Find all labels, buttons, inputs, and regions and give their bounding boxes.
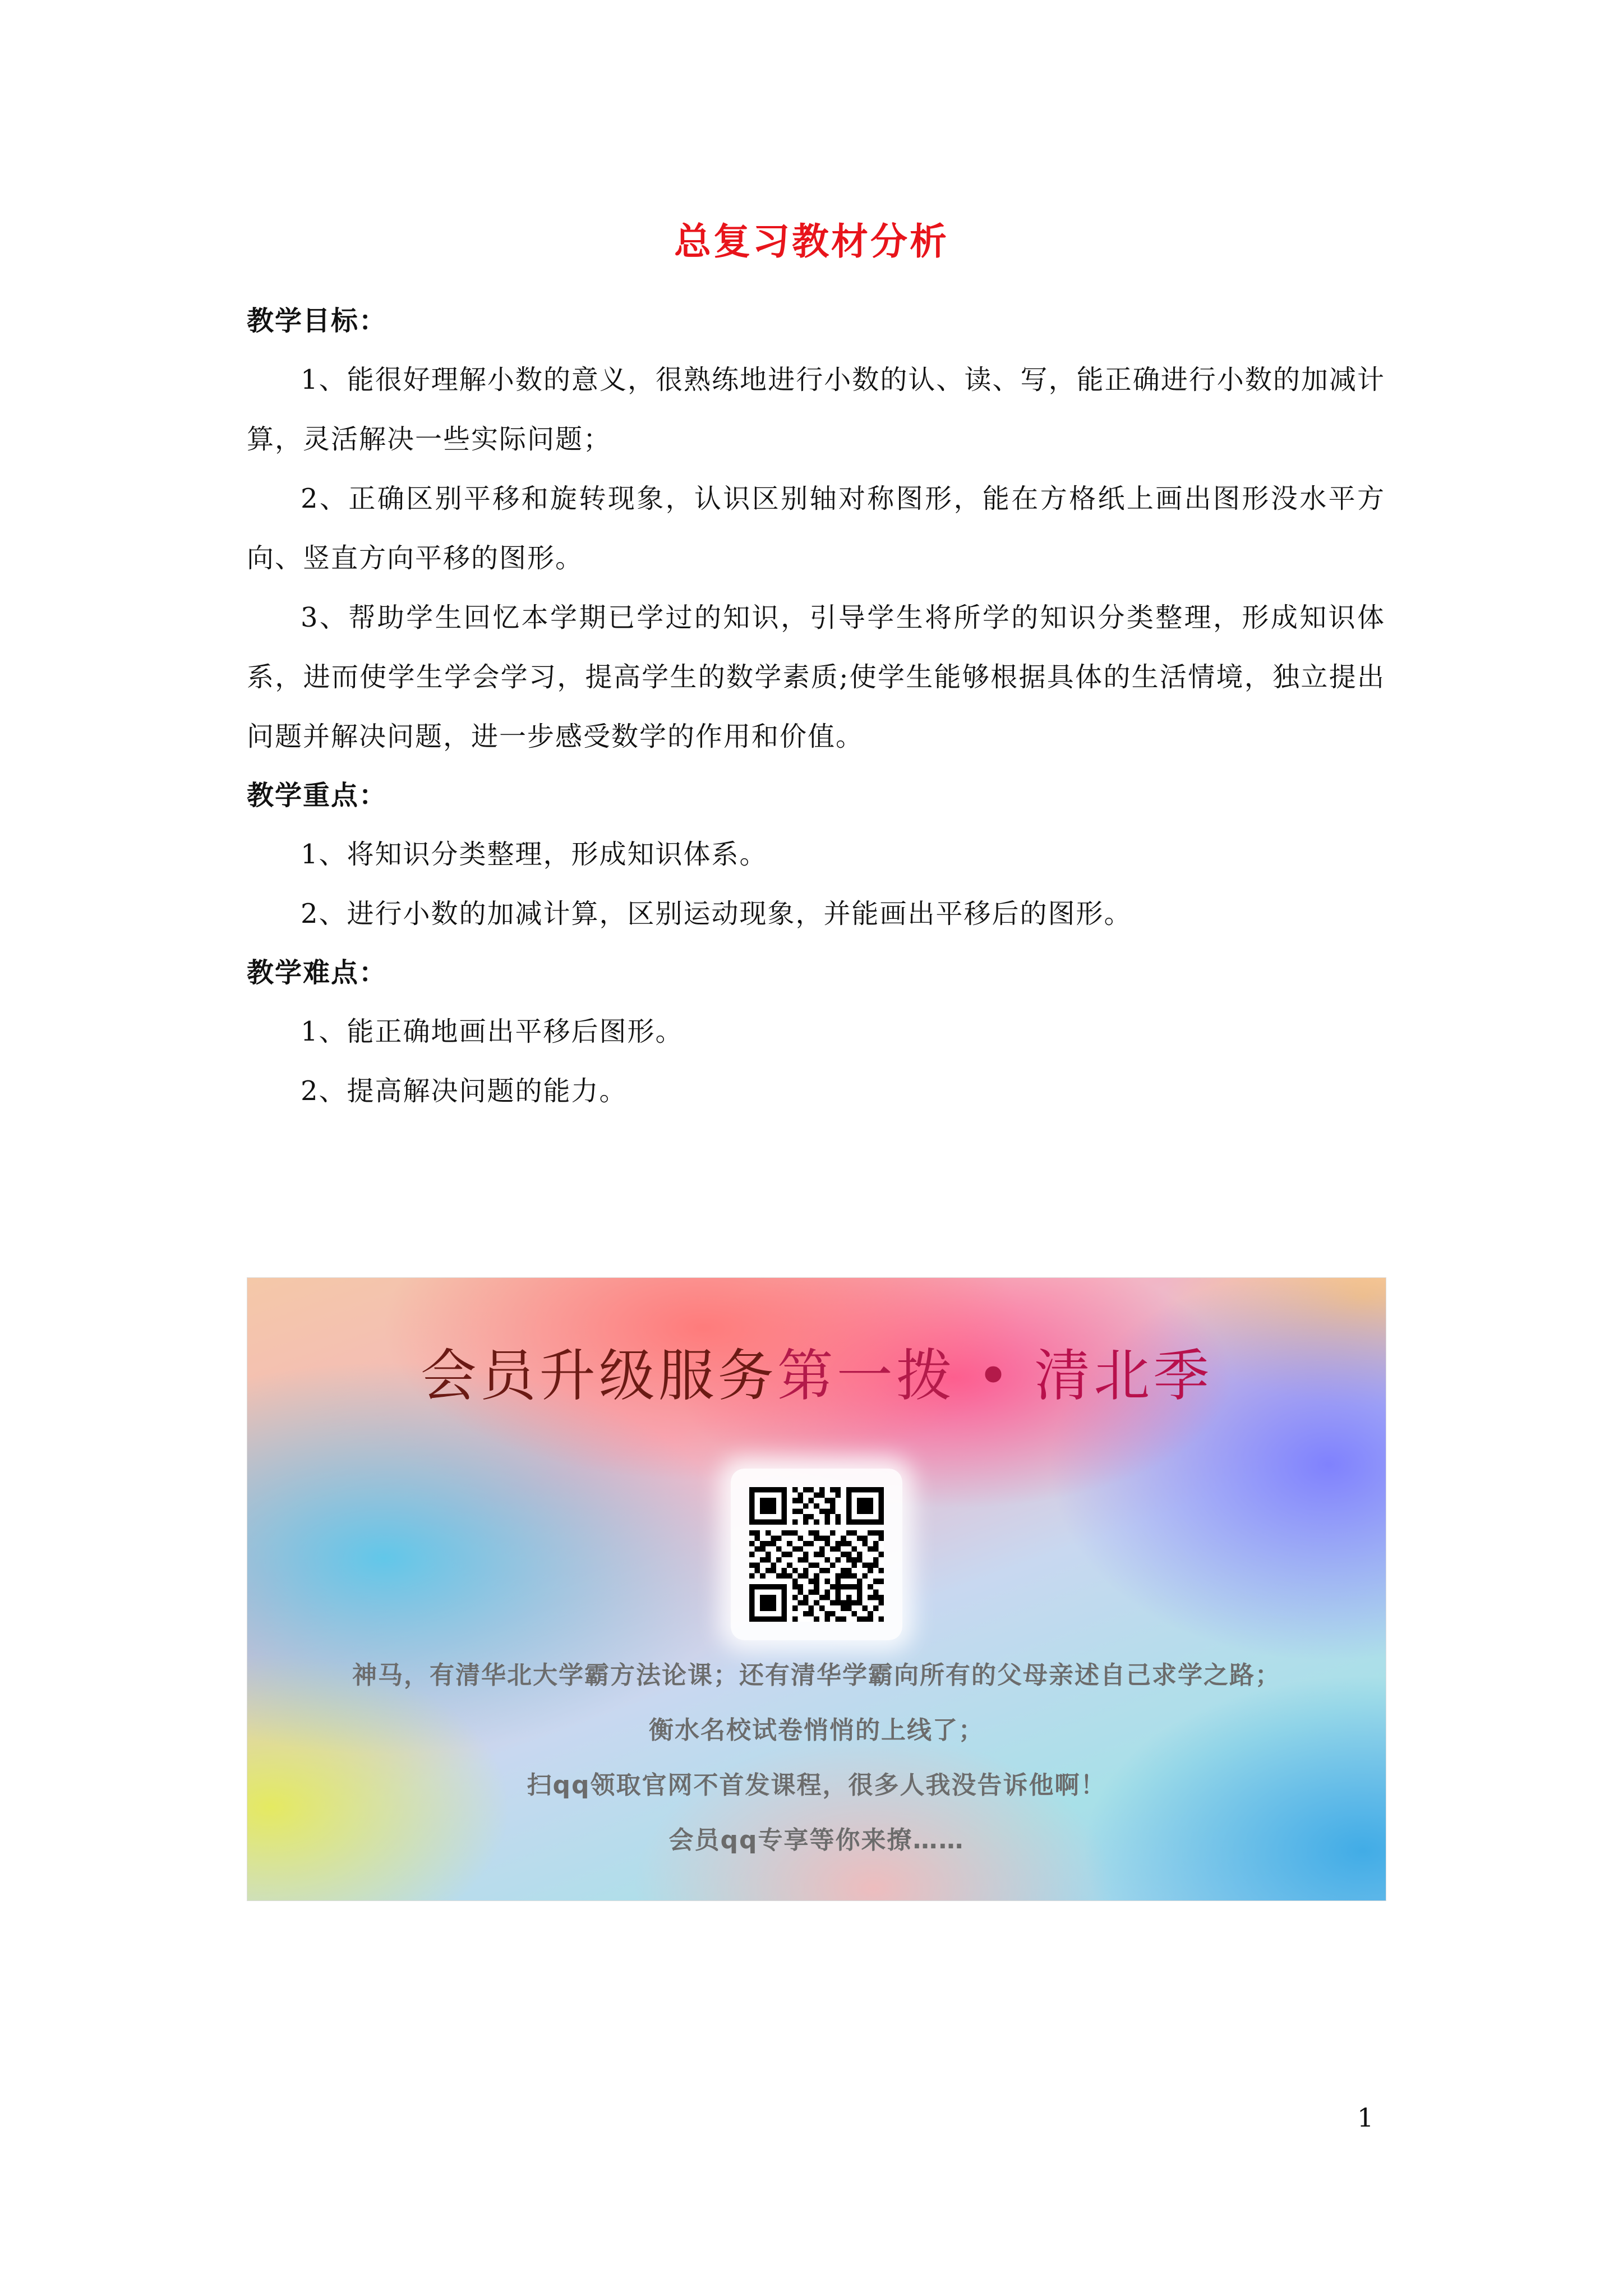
promo-line-1: 神马，有清华北大学霸方法论课；还有清华学霸向所有的父母亲述自己求学之路；	[352, 1661, 1281, 1690]
promo-line-3: 扫qq领取官网不首发课程，很多人我没告诉他啊！	[527, 1771, 1106, 1800]
objective-paragraph-3: 3、帮助学生回忆本学期已学过的知识，引导学生将所学的知识分类整理，形成知识体系，进而使学生学会学习，提高学生的数学素质;使学生能够根据具体的生活情境，独立提出问题并解决问题，进一步感受数学的作用和价值。	[247, 602, 1385, 752]
difficulty-paragraph-2: 2、提高解决问题的能力。	[301, 1075, 628, 1107]
key-point-paragraph-2: 2、进行小数的加减计算，区别运动现象，并能画出平移后的图形。	[301, 898, 1132, 930]
banner-title-part1: 会员升级服务	[420, 1343, 777, 1409]
section-heading-objectives: 教学目标：	[247, 305, 388, 337]
key-point-paragraph-1: 1、将知识分类整理，形成知识体系。	[301, 839, 768, 870]
banner-title	[247, 1337, 1386, 1415]
objective-paragraph-2: 2、正确区别平移和旋转现象，认识区别轴对称图形，能在方格纸上画出图形没水平方向、竖直方向平移的图形。	[247, 483, 1385, 574]
promo-line-2: 衡水名校试卷悄悄的上线了；	[649, 1716, 984, 1745]
banner-title-part3: 清北季	[1034, 1343, 1213, 1409]
difficulty-paragraph-1: 1、能正确地画出平移后图形。	[301, 1016, 684, 1047]
page-title: 总复习教材分析	[674, 219, 949, 263]
page-number: 1	[1357, 2102, 1374, 2133]
banner-title-separator: •	[955, 1343, 1035, 1409]
qr-code-icon[interactable]	[731, 1469, 902, 1640]
promo-text	[247, 1648, 1386, 1868]
banner-title-part2: 第一拨	[777, 1343, 956, 1409]
objective-paragraph-1: 1、能很好理解小数的意义，很熟练地进行小数的认、读、写，能正确进行小数的加减计算，灵活解决一些实际问题；	[247, 364, 1385, 455]
section-heading-difficulties: 教学难点：	[247, 957, 388, 988]
promo-line-4: 会员qq专享等你来撩……	[668, 1826, 965, 1855]
document-body	[247, 292, 1385, 1121]
section-heading-key-points: 教学重点：	[247, 780, 388, 811]
promo-banner[interactable]	[247, 1277, 1386, 1901]
